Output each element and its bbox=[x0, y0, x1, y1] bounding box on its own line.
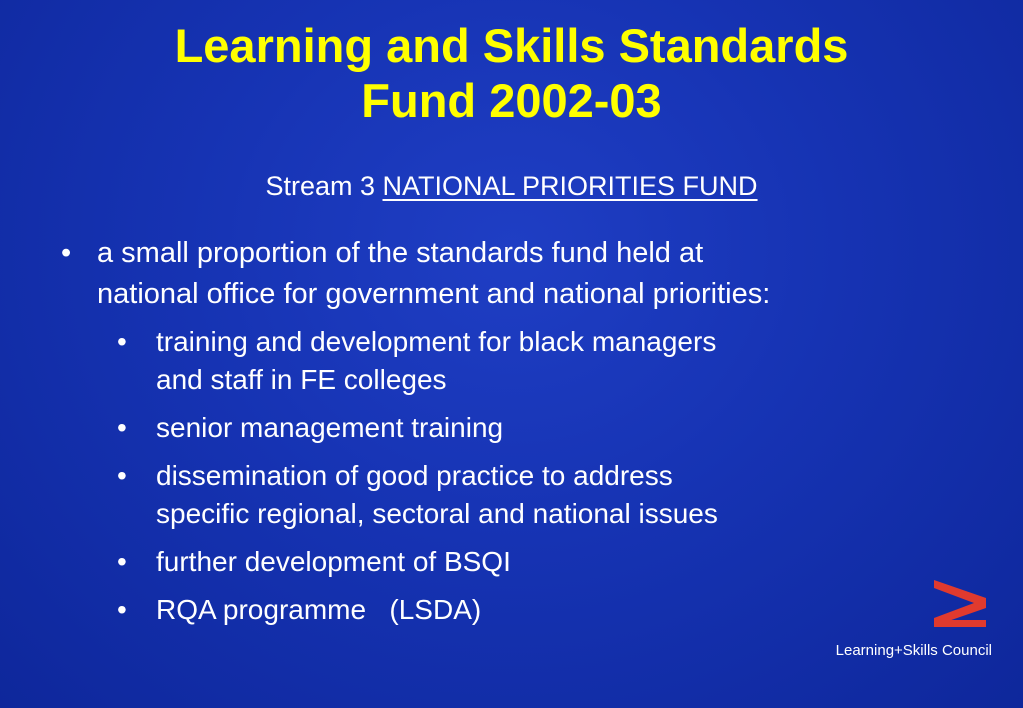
bullet-icon: • bbox=[117, 460, 127, 491]
slide-title bbox=[0, 18, 1023, 128]
sub-bullet-line-1: further development of BSQI bbox=[156, 546, 511, 577]
title-line-2: Fund 2002-03 bbox=[361, 74, 662, 127]
chevron-right-icon bbox=[930, 578, 988, 630]
title-line-1: Learning and Skills Standards bbox=[174, 19, 849, 72]
logo-text: Learning+Skills Council bbox=[835, 642, 992, 659]
bullet-icon: • bbox=[117, 412, 127, 443]
sub-bullet bbox=[115, 457, 985, 533]
sub-bullet-line-1: training and development for black managers bbox=[156, 326, 717, 357]
sub-bullet-line-1: dissemination of good practice to address bbox=[156, 460, 673, 491]
bullet-icon: • bbox=[117, 594, 127, 625]
sub-bullet bbox=[115, 543, 985, 581]
sub-bullet-line-1: RQA programme (LSDA) bbox=[156, 594, 482, 625]
main-bullet-line-2: national office for government and national priorities: bbox=[97, 278, 771, 310]
subtitle-prefix: Stream 3 bbox=[265, 171, 375, 201]
sub-bullet-line-2: specific regional, sectoral and national issues bbox=[156, 498, 718, 529]
sub-bullet bbox=[115, 409, 985, 447]
lsc-logo bbox=[812, 578, 992, 668]
main-bullet-line-1: a small proportion of the standards fund held at bbox=[97, 237, 704, 269]
bullet-icon: • bbox=[61, 237, 72, 269]
bullet-icon: • bbox=[117, 546, 127, 577]
sub-bullet-line-2: and staff in FE colleges bbox=[156, 364, 447, 395]
sub-bullet-line-1: senior management training bbox=[156, 412, 504, 443]
main-bullet bbox=[55, 233, 985, 629]
slide-subtitle bbox=[0, 170, 1023, 202]
sub-bullet bbox=[115, 323, 985, 399]
subtitle-underlined: NATIONAL PRIORITIES FUND bbox=[382, 171, 758, 201]
bullet-icon: • bbox=[117, 326, 127, 357]
